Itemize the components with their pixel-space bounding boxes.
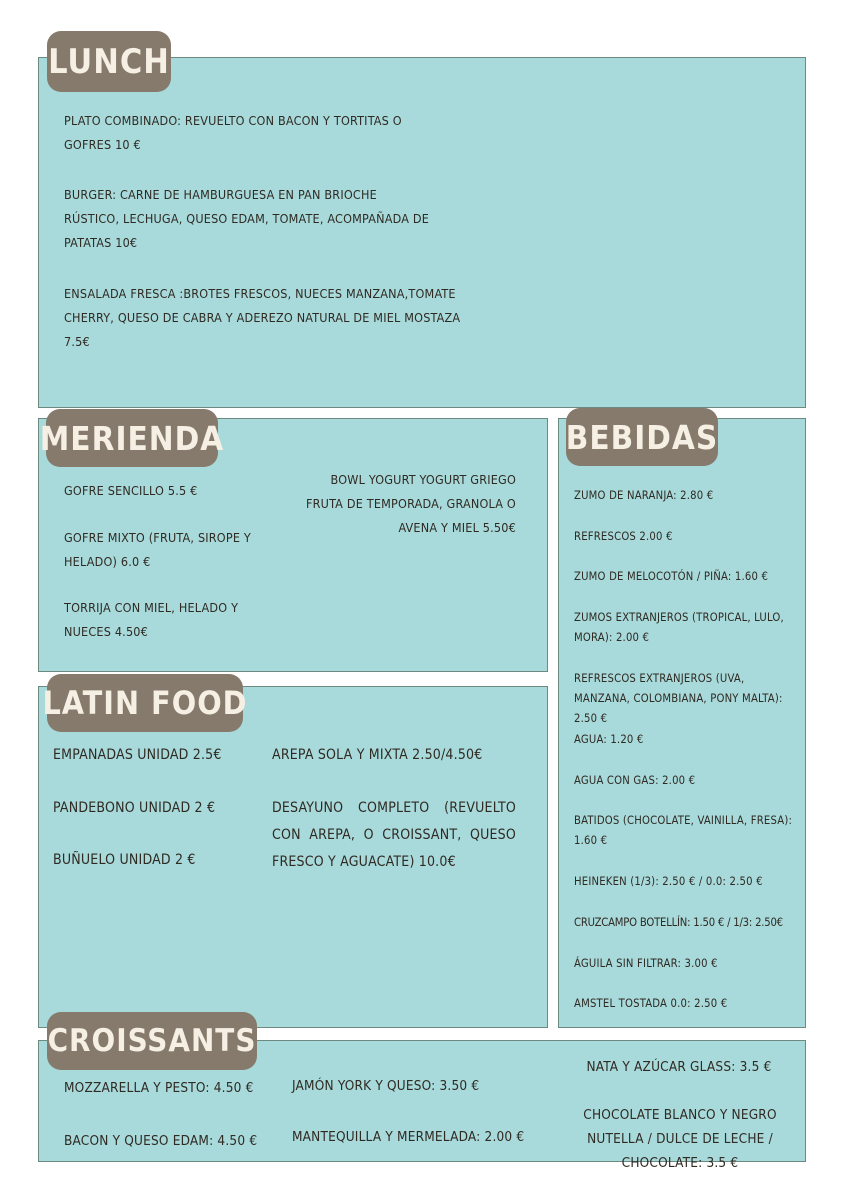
lunch-item: ENSALADA FRESCA :BROTES FRESCOS, NUECES MANZANA,TOMATE CHERRY, QUESO DE CABRA Y ADEREZO NATURAL DE MIEL MOSTAZA 7.5€: [64, 286, 461, 349]
bebidas-item: ZUMO DE MELOCOTÓN / PIÑA: 1.60 €: [574, 570, 769, 583]
bebidas-item: AGUA CON GAS: 2.00 €: [574, 774, 696, 787]
croissants-item: BACON Y QUESO EDAM: 4.50 €: [64, 1133, 258, 1149]
merienda-item: BOWL YOGURT YOGURT GRIEGO FRUTA DE TEMPORADA, GRANOLA O AVENA Y MIEL 5.50€: [305, 472, 516, 535]
latin-item: BUÑUELO UNIDAD 2 €: [53, 852, 196, 868]
bebidas-item: REFRESCOS 2.00 €: [574, 530, 673, 543]
bebidas-item: ZUMO DE NARANJA: 2.80 €: [574, 489, 714, 502]
latin-item: DESAYUNO COMPLETO (REVUELTO CON AREPA, O CROISSANT, QUESO FRESCO Y AGUACATE) 10.0€: [272, 800, 516, 870]
latin-food-title: LATIN FOOD: [47, 674, 243, 732]
bebidas-item: HEINEKEN (1/3): 2.50 € / 0.0: 2.50 €: [574, 875, 763, 888]
croissants-title: CROISSANTS: [47, 1012, 257, 1070]
bebidas-item: ÁGUILA SIN FILTRAR: 3.00 €: [574, 957, 718, 970]
croissants-item: NATA Y AZÚCAR GLASS: 3.5 €: [586, 1059, 772, 1075]
lunch-item: BURGER: CARNE DE HAMBURGUESA EN PAN BRIOCHE RÚSTICO, LECHUGA, QUESO EDAM, TOMATE, ACOMPAÑADA DE PATATAS 10€: [64, 187, 430, 250]
bebidas-item: AMSTEL TOSTADA 0.0: 2.50 €: [574, 997, 728, 1010]
bebidas-item: AGUA: 1.20 €: [574, 733, 644, 746]
merienda-item: GOFRE MIXTO (FRUTA, SIROPE Y HELADO) 6.0 €: [64, 530, 251, 569]
lunch-title: LUNCH: [47, 31, 171, 92]
bebidas-title: BEBIDAS: [566, 408, 718, 466]
croissants-item: CHOCOLATE BLANCO Y NEGRO NUTELLA / DULCE DE LECHE / CHOCOLATE: 3.5 €: [583, 1107, 777, 1171]
latin-item: EMPANADAS UNIDAD 2.5€: [53, 747, 222, 763]
bebidas-item: REFRESCOS EXTRANJEROS (UVA, MANZANA, COLOMBIANA, PONY MALTA): 2.50 €: [574, 672, 783, 725]
bebidas-item: BATIDOS (CHOCOLATE, VAINILLA, FRESA): 1.60 €: [574, 814, 793, 847]
bebidas-item: ZUMOS EXTRANJEROS (TROPICAL, LULO, MORA): 2.00 €: [574, 611, 784, 644]
latin-item: PANDEBONO UNIDAD 2 €: [53, 800, 216, 816]
latin-item: AREPA SOLA Y MIXTA 2.50/4.50€: [272, 747, 483, 763]
merienda-item: GOFRE SENCILLO 5.5 €: [64, 483, 198, 498]
croissants-item: JAMÓN YORK Y QUESO: 3.50 €: [292, 1078, 480, 1094]
merienda-item: TORRIJA CON MIEL, HELADO Y NUECES 4.50€: [64, 600, 239, 639]
croissants-item: MANTEQUILLA Y MERMELADA: 2.00 €: [292, 1129, 525, 1145]
croissants-item: MOZZARELLA Y PESTO: 4.50 €: [64, 1080, 254, 1096]
merienda-title: MERIENDA: [46, 409, 218, 467]
bebidas-item: CRUZCAMPO BOTELLÍN: 1.50 € / 1/3: 2.50€: [574, 916, 783, 929]
lunch-item: PLATO COMBINADO: REVUELTO CON BACON Y TORTITAS O GOFRES 10 €: [64, 113, 402, 152]
